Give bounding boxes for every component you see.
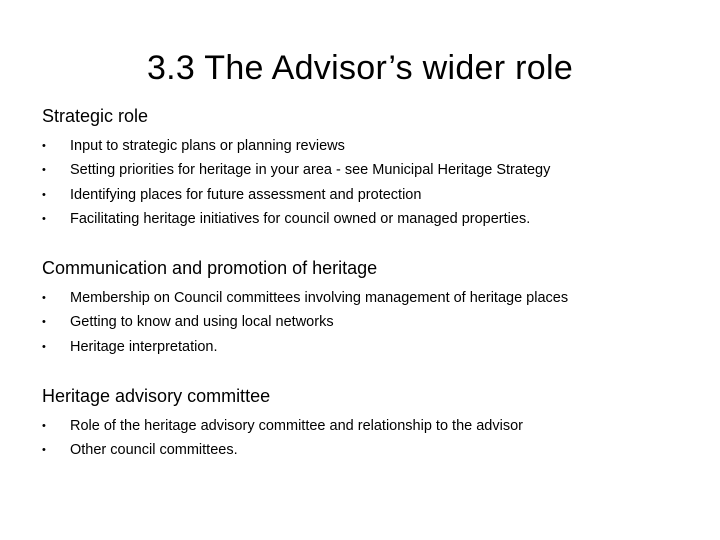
bullet-icon: • <box>42 292 46 304</box>
bullet-item <box>42 183 692 207</box>
section-heading: Communication and promotion of heritage <box>42 258 378 278</box>
bullet-item <box>42 438 692 462</box>
bullet-icon: • <box>42 140 46 152</box>
section-strategic-role <box>42 104 692 231</box>
bullet-text: Getting to know and using local networks <box>70 314 334 331</box>
slide-title: 3.3 The Advisor’s wider role <box>146 49 574 87</box>
bullet-text: Heritage interpretation. <box>70 338 218 355</box>
bullet-list <box>42 286 692 359</box>
bullet-text: Input to strategic plans or planning reviews <box>70 138 345 154</box>
bullet-icon: • <box>42 444 46 457</box>
bullet-text: Identifying places for future assessment and protection <box>70 186 422 203</box>
bullet-icon: • <box>42 164 46 177</box>
bullet-text: Role of the heritage advisory committee and relationship to the advisor <box>70 418 523 434</box>
bullet-list <box>42 134 692 231</box>
bullet-icon: • <box>42 420 46 432</box>
bullet-item <box>42 414 692 438</box>
bullet-text: Setting priorities for heritage in your area - see Municipal Heritage Strategy <box>70 162 551 179</box>
bullet-item <box>42 207 692 231</box>
section-heading: Heritage advisory committee <box>42 386 271 406</box>
bullet-list <box>42 414 692 463</box>
bullet-icon: • <box>42 316 46 329</box>
bullet-item <box>42 310 692 334</box>
section-heading: Strategic role <box>42 106 149 126</box>
bullet-item <box>42 158 692 182</box>
bullet-text: Membership on Council committees involving management of heritage places <box>70 290 569 306</box>
bullet-icon: • <box>42 340 46 353</box>
section-communication-promotion <box>42 256 692 359</box>
bullet-item <box>42 286 692 310</box>
bullet-text: Other council committees. <box>70 442 238 459</box>
section-heritage-advisory-committee <box>42 384 692 463</box>
bullet-item <box>42 134 692 158</box>
bullet-text: Facilitating heritage initiatives for council owned or managed properties. <box>70 210 531 227</box>
bullet-icon: • <box>42 212 46 225</box>
bullet-icon: • <box>42 188 46 201</box>
bullet-item <box>42 335 692 359</box>
